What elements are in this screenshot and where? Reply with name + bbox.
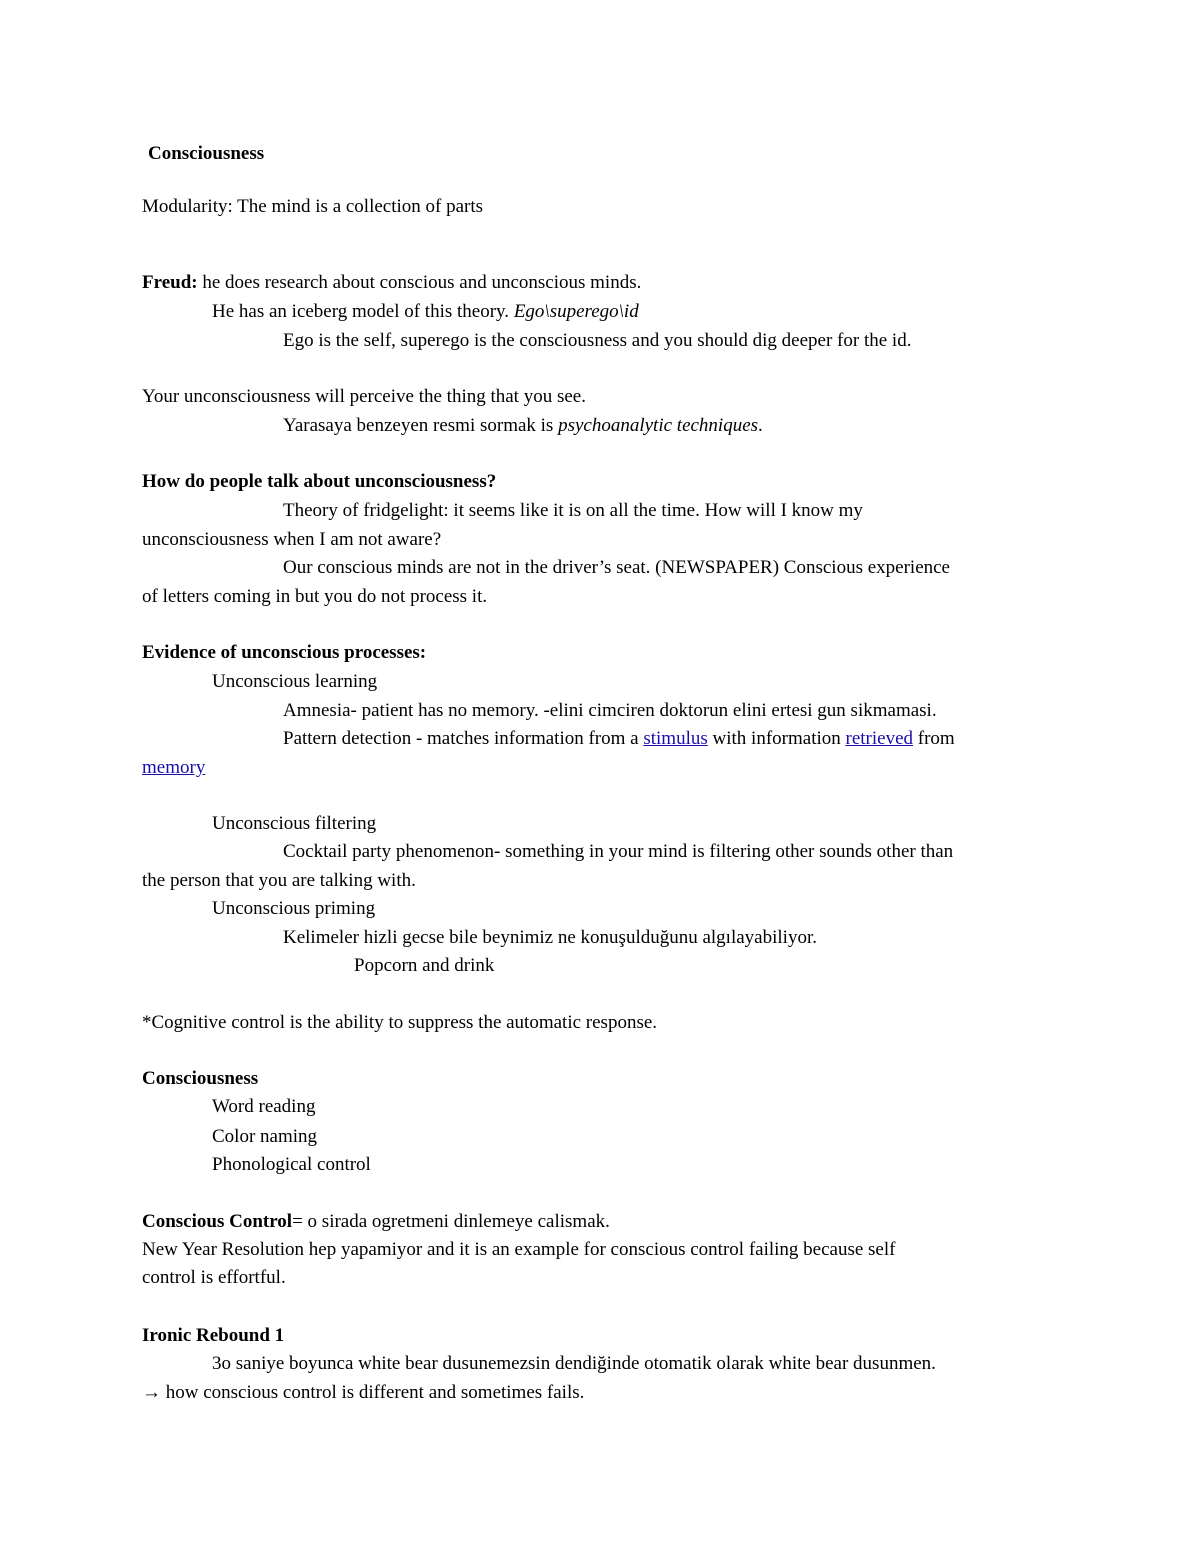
pattern-text-b: with information bbox=[707, 728, 846, 749]
yarasa-text: Yarasaya benzeyen resmi sormak is bbox=[283, 415, 559, 436]
control-text: = o sirada ogretmeni dinlemeye calismak. bbox=[292, 1211, 610, 1232]
stimulus-link[interactable]: stimulus bbox=[643, 728, 708, 749]
fridge-line-2: unconsciousness when I am not aware? bbox=[142, 529, 442, 550]
list-item: Phonological control bbox=[212, 1154, 371, 1175]
newyear-line-1: New Year Resolution hep yapamiyor and it is an example for conscious control failing because self bbox=[142, 1239, 896, 1260]
page-title: Consciousness bbox=[148, 143, 265, 164]
retrieved-link[interactable]: retrieved bbox=[845, 728, 914, 749]
pattern-text-a: Pattern detection - matches information from a bbox=[283, 728, 644, 749]
newyear-line-2: control is effortful. bbox=[142, 1267, 286, 1288]
driver-line-2: of letters coming in but you do not process it. bbox=[142, 586, 488, 607]
yarasa-line bbox=[283, 414, 763, 438]
list-item: Color naming bbox=[212, 1126, 318, 1147]
amnesia-line: Amnesia- patient has no memory. -elini cimciren doktorun elini ertesi gun sikmamasi. bbox=[283, 700, 937, 721]
consciousness-heading: Consciousness bbox=[142, 1068, 259, 1089]
pattern-text-c: from bbox=[913, 728, 955, 749]
filtering-line: Unconscious filtering bbox=[212, 813, 377, 834]
learning-line: Unconscious learning bbox=[212, 671, 378, 692]
modularity-line: Modularity: The mind is a collection of parts bbox=[142, 196, 484, 217]
freud-label: Freud: bbox=[142, 272, 198, 293]
yarasa-end: . bbox=[758, 415, 763, 436]
cocktail-line-2: the person that you are talking with. bbox=[142, 870, 416, 891]
iceberg-text: He has an iceberg model of this theory. bbox=[212, 301, 514, 322]
cocktail-line-1: Cocktail party phenomenon- something in your mind is filtering other sounds other than bbox=[283, 841, 954, 862]
control-line bbox=[142, 1210, 610, 1234]
evidence-heading: Evidence of unconscious processes: bbox=[142, 642, 427, 663]
freud-text: he does research about conscious and unconscious minds. bbox=[197, 272, 642, 293]
kelimeler-line: Kelimeler hizli gecse bile beynimiz ne konuşulduğunu algılayabiliyor. bbox=[283, 927, 817, 948]
control-label: Conscious Control bbox=[142, 1211, 293, 1232]
fridge-line-1: Theory of fridgelight: it seems like it is on all the time. How will I know my bbox=[283, 500, 863, 521]
popcorn-line: Popcorn and drink bbox=[354, 955, 495, 976]
ironic-heading: Ironic Rebound 1 bbox=[142, 1325, 285, 1346]
pattern-line bbox=[283, 727, 955, 751]
memory-link[interactable]: memory bbox=[142, 757, 206, 778]
iceberg-line bbox=[212, 300, 639, 324]
pattern-line-2 bbox=[142, 756, 205, 780]
priming-line: Unconscious priming bbox=[212, 898, 376, 919]
list-item: Word reading bbox=[212, 1096, 316, 1117]
perceive-line: Your unconsciousness will perceive the thing that you see. bbox=[142, 386, 586, 407]
yarasa-italic: psychoanalytic techniques bbox=[558, 415, 759, 436]
ego-line: Ego is the self, superego is the consciousness and you should dig deeper for the id. bbox=[283, 330, 912, 351]
driver-line-1: Our conscious minds are not in the driver’s seat. (NEWSPAPER) Conscious experience bbox=[283, 557, 950, 578]
freud-line bbox=[142, 271, 641, 295]
cognitive-line: *Cognitive control is the ability to suppress the automatic response. bbox=[142, 1012, 658, 1033]
ironic-line-2: → how conscious control is different and sometimes fails. bbox=[142, 1382, 585, 1403]
how-heading: How do people talk about unconsciousness? bbox=[142, 471, 497, 492]
iceberg-italic: Ego\superego\id bbox=[513, 301, 639, 322]
ironic-line-1: 3o saniye boyunca white bear dusunemezsin dendiğinde otomatik olarak white bear dusunmen. bbox=[212, 1353, 936, 1374]
